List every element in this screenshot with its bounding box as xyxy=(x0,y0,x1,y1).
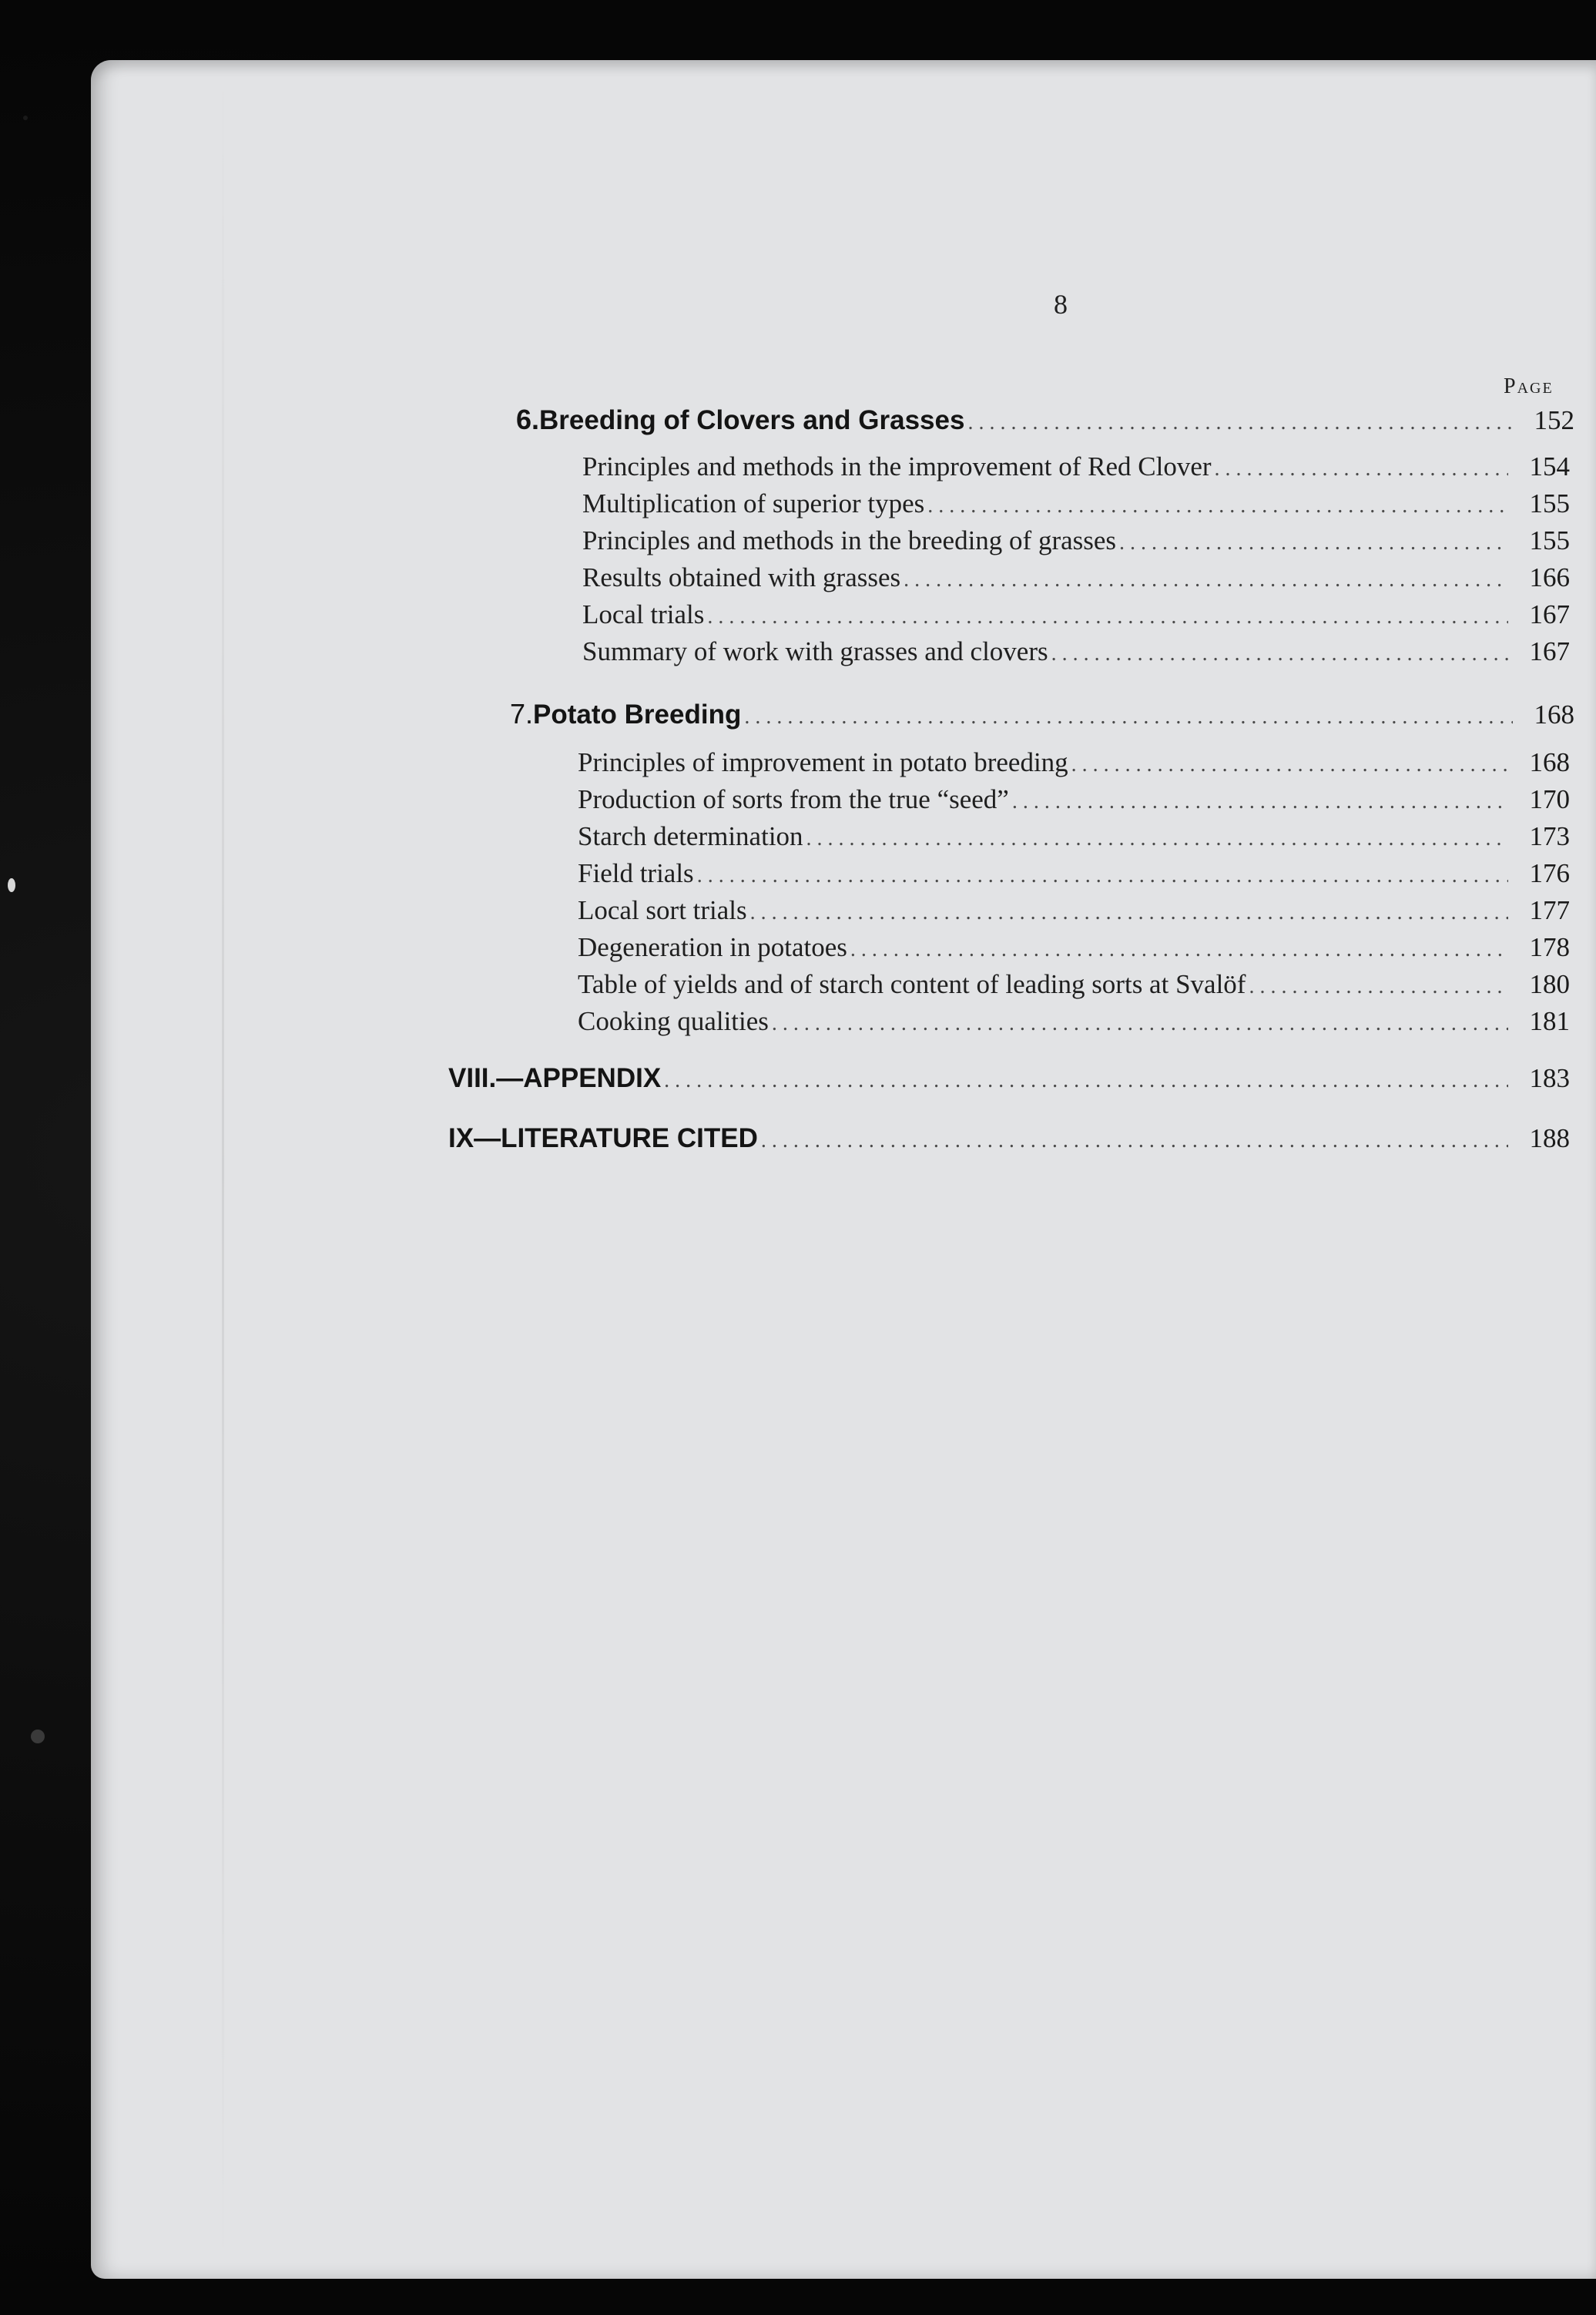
toc-page-number: 155 xyxy=(1529,525,1570,555)
toc-entry[interactable] xyxy=(582,636,1570,667)
toc-entry[interactable] xyxy=(578,932,1570,963)
dot-leader xyxy=(904,568,1508,592)
toc-entry[interactable] xyxy=(582,451,1570,482)
dot-leader xyxy=(707,605,1508,629)
dot-leader xyxy=(1071,753,1508,777)
toc-entry-title: Principles and methods in the improvement of Red Clover xyxy=(582,451,1212,481)
toc-entry-title: Local sort trials xyxy=(578,895,747,925)
toc-page-number: 168 xyxy=(1529,747,1570,777)
toc-page-number: 155 xyxy=(1529,488,1570,518)
dot-leader xyxy=(806,827,1508,851)
toc-page-number: 188 xyxy=(1529,1123,1570,1153)
toc-section-heading[interactable] xyxy=(516,404,1574,436)
toc-page-number: 168 xyxy=(1534,700,1574,730)
toc-entry[interactable] xyxy=(582,525,1570,556)
dot-leader xyxy=(761,1129,1508,1153)
dust-speck xyxy=(23,116,28,120)
dust-speck xyxy=(8,878,15,892)
toc-section-title: Breeding of Clovers and Grasses xyxy=(539,405,965,435)
toc-chapter-title: IX—LITERATURE CITED xyxy=(448,1123,758,1153)
toc-entry-title: Production of sorts from the true “seed” xyxy=(578,784,1009,814)
toc-section-number: 6. xyxy=(516,404,540,435)
dot-leader xyxy=(967,411,1513,435)
page-binding-shadow xyxy=(222,60,224,2279)
toc-entry[interactable] xyxy=(578,969,1570,1000)
dot-leader xyxy=(1012,790,1508,814)
toc-page-number: 183 xyxy=(1529,1063,1570,1093)
dot-leader xyxy=(664,1069,1508,1093)
toc-page-number: 170 xyxy=(1529,784,1570,814)
document-page xyxy=(91,60,1596,2279)
page-number: 8 xyxy=(1054,289,1068,320)
toc-section-heading[interactable] xyxy=(510,698,1574,730)
toc-entry-title: Degeneration in potatoes xyxy=(578,932,847,962)
toc-entry[interactable] xyxy=(578,747,1570,778)
toc-page-number: 181 xyxy=(1529,1006,1570,1036)
dot-leader xyxy=(1119,531,1508,555)
dot-leader xyxy=(927,494,1508,518)
toc-entry-title: Principles and methods in the breeding of grasses xyxy=(582,525,1117,555)
toc-entry[interactable] xyxy=(578,858,1570,889)
dust-speck xyxy=(31,1730,45,1743)
dot-leader xyxy=(750,901,1508,925)
toc-page-number: 154 xyxy=(1529,451,1570,481)
dot-leader xyxy=(697,864,1508,888)
toc-section-number: 7. xyxy=(510,698,534,730)
toc-entry[interactable] xyxy=(582,599,1570,630)
toc-page-number: 167 xyxy=(1529,599,1570,629)
toc-page-number: 177 xyxy=(1529,895,1570,925)
toc-chapter-literature[interactable] xyxy=(448,1123,1570,1154)
toc-entry[interactable] xyxy=(578,784,1570,815)
toc-entry-title: Summary of work with grasses and clovers xyxy=(582,636,1048,666)
toc-page-number: 180 xyxy=(1529,969,1570,999)
toc-entry-title: Table of yields and of starch content of leading sorts at Svalöf xyxy=(578,969,1246,999)
toc-entry[interactable] xyxy=(582,562,1570,593)
toc-entry-title: Multiplication of superior types xyxy=(582,488,925,518)
toc-page-number: 176 xyxy=(1529,858,1570,888)
toc-page-number: 173 xyxy=(1529,821,1570,851)
dot-leader xyxy=(850,938,1508,962)
toc-entry-title: Cooking qualities xyxy=(578,1006,769,1036)
dot-leader xyxy=(1051,642,1508,666)
toc-entry[interactable] xyxy=(578,895,1570,926)
dot-leader xyxy=(772,1012,1508,1036)
toc-entry[interactable] xyxy=(578,1006,1570,1037)
dot-leader xyxy=(1249,975,1508,999)
toc-section-title: Potato Breeding xyxy=(533,700,742,730)
page-column-label: Page xyxy=(1504,374,1554,398)
toc-entry-title: Results obtained with grasses xyxy=(582,562,901,592)
toc-chapter-title: VIII.—APPENDIX xyxy=(448,1063,662,1093)
dot-leader xyxy=(744,705,1513,730)
toc-entry-title: Principles of improvement in potato breeding xyxy=(578,747,1068,777)
dot-leader xyxy=(1215,457,1508,481)
toc-entry[interactable] xyxy=(578,821,1570,852)
toc-entry[interactable] xyxy=(582,488,1570,519)
toc-page-number: 167 xyxy=(1529,636,1570,666)
toc-entry-title: Starch determination xyxy=(578,821,803,851)
toc-page-number: 178 xyxy=(1529,932,1570,962)
toc-entry-title: Local trials xyxy=(582,599,705,629)
toc-entry-title: Field trials xyxy=(578,858,694,888)
toc-page-number: 166 xyxy=(1529,562,1570,592)
toc-chapter-appendix[interactable] xyxy=(448,1063,1570,1094)
toc-page-number: 152 xyxy=(1534,405,1574,435)
